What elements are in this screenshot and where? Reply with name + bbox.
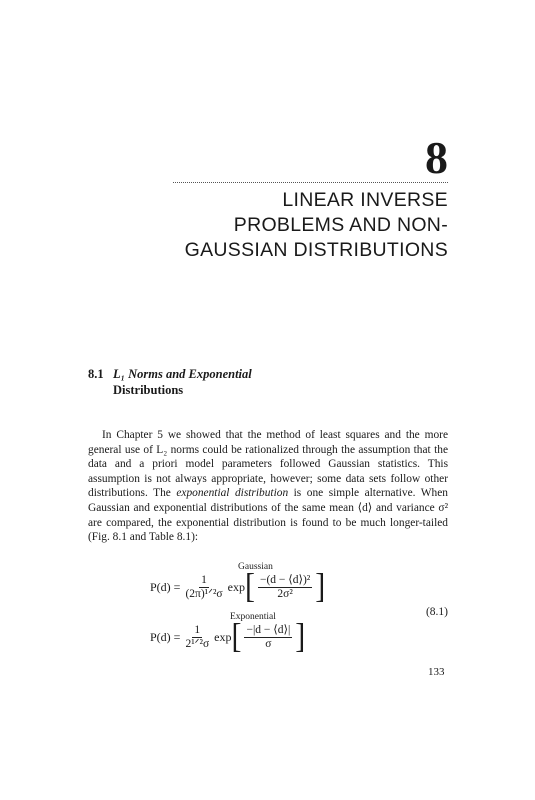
chapter-title <box>128 188 448 263</box>
gaussian-exponent <box>258 574 312 601</box>
chapter-number: 8 <box>425 132 448 183</box>
chapter-title-line: LINEAR INVERSE <box>282 189 448 211</box>
gaussian-lhs: P(d) = <box>150 579 181 594</box>
gaussian-label: Gaussian <box>238 562 273 572</box>
page-number: 133 <box>428 666 445 678</box>
chapter-title-line: GAUSSIAN DISTRIBUTIONS <box>184 239 448 261</box>
gaussian-exp: exp <box>227 579 245 594</box>
right-bracket-icon: ] <box>295 617 306 656</box>
left-bracket-icon: [ <box>244 567 255 606</box>
exponential-exp-numerator: −|d − ⟨d⟩| <box>246 623 291 636</box>
left-bracket-icon: [ <box>231 617 242 656</box>
exponential-lhs: P(d) = <box>150 629 181 644</box>
paragraph-text-2: is one simple alternative. When Gaussian and exponential distributions of the same mean ⟨d⟩ and variance σ² are compared, the exponential distribution is found to be much longer-tailed (Fig. 8.1 and Table 8.1): <box>88 487 448 544</box>
body-paragraph <box>88 428 448 545</box>
exponential-label: Exponential <box>230 612 276 622</box>
gaussian-coefficient <box>183 574 224 601</box>
gaussian-coef-denominator: (2π)¹ᐟ²σ <box>185 587 223 600</box>
exponential-coefficient <box>183 624 211 651</box>
section-number: 8.1 <box>88 367 104 381</box>
exponential-exp: exp <box>214 629 232 644</box>
section-title-line2: Distributions <box>113 383 184 397</box>
chapter-title-line: PROBLEMS AND NON- <box>233 214 448 236</box>
paragraph-text-1: In Chapter 5 we showed that the method of least squares and the more general use of L₂ norms could be rationalized through the assumption that the data and a priori model parameters followed Gaussian statistics. This assumption is not always appropriate, however; some data sets follow other distributions. The <box>88 429 448 500</box>
exponential-exp-denominator: σ <box>265 637 272 650</box>
exponential-exponent <box>244 624 292 651</box>
equation-number: (8.1) <box>425 606 448 618</box>
equation-block <box>88 562 448 662</box>
exponential-coef-numerator: 1 <box>194 623 201 636</box>
chapter-rule <box>173 182 448 183</box>
gaussian-exp-numerator: −(d − ⟨d⟩)² <box>259 573 311 586</box>
right-bracket-icon: ] <box>315 567 326 606</box>
exponential-coef-denominator: 2¹ᐟ²σ <box>185 637 210 650</box>
paragraph-italic-term: exponential distribution <box>176 487 289 500</box>
gaussian-coef-numerator: 1 <box>201 573 207 586</box>
section-heading <box>88 366 388 398</box>
section-title-line1: L₁ Norms and Exponential <box>113 367 252 381</box>
gaussian-exp-denominator: 2σ² <box>277 587 293 600</box>
